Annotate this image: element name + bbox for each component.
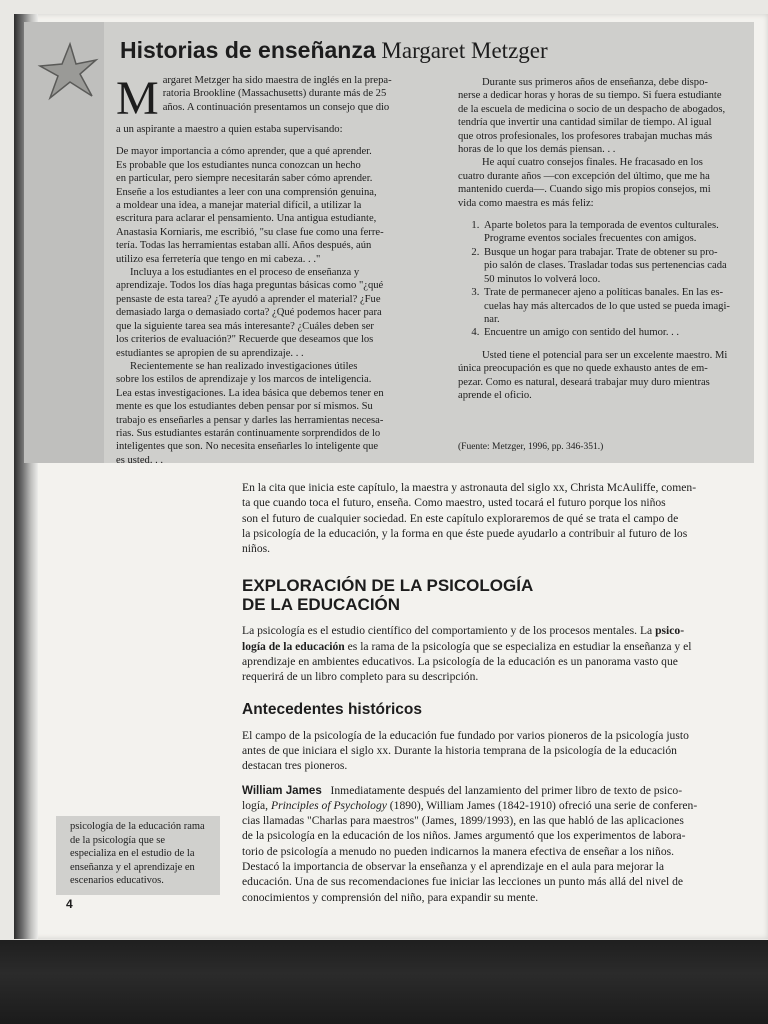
story-intro-line: ratoria Brookline (Massachusetts) durante más de 25 — [162, 88, 387, 100]
story-paragraph: Incluya a los estudiantes en el proceso de enseñanza y aprendizaje. Todos los días haga preguntas básicas como "¿qué pensaste de esta tarea? ¿Te ayudó a aprender el material? ¿Fue demasiado larga o demasiado corta? ¿Qué podemos hacer para que la siguiente tarea sea más interesante? ¿Cuáles deben ser los criterios de evaluación?" Recuerde que deseamos que los estudiantes se apropien de su aprendizaje. . . — [116, 267, 384, 359]
scanner-bottom-band — [0, 940, 768, 1024]
page-number: 4 — [66, 897, 73, 911]
list-item: 4. Encuentre un amigo con sentido del humor. . . — [482, 326, 734, 339]
main-text-column — [242, 480, 734, 905]
story-intro-line: años. A continuación presentamos un consejo que dio — [162, 101, 390, 113]
intro-paragraph: En la cita que inicia este capítulo, la maestra y astronauta del siglo xx, Christa McAuliffe, comen- ta que cuando toca el futuro, enseña. Como maestro, usted tocará el futuro porque los niños son el futuro de cualquier sociedad. En este capítulo exploraremos de qué se trata el campo de la psicología de la educación, y la forma en que éste puede ayudarlo a contribuir al futuro de los niños. — [242, 481, 697, 556]
dropcap: M — [116, 72, 159, 125]
book-title: Principles of Psychology — [270, 798, 387, 812]
story-paragraph: He aquí cuatro consejos finales. He fracasado en los cuatro durante años —con excepción del último, que me ha mantenido cuerda—. Cuando sigo mis propios consejos, mi vida como maestra es más feliz: — [458, 157, 711, 209]
story-intro-line: argaret Metzger ha sido maestra de inglés en la prepa- — [162, 75, 392, 86]
story-intro — [116, 74, 428, 123]
starfish-icon — [36, 40, 100, 104]
glossary-text: psicología de la educación rama de la psicología que se especializa en el estudio de la enseñanza y el aprendizaje en escenarios educativos. — [70, 821, 205, 886]
story-intro-line: a un aspirante a maestro a quien estaba supervisando: — [116, 124, 343, 135]
subsection-paragraph: El campo de la psicología de la educación fue fundado por varios pioneros de la psicología justo antes de que iniciara el siglo xx. Durante la historia temprana de la psicología de la educación destacan tres pioneros. — [242, 728, 689, 773]
story-author: Margaret Metzger — [381, 38, 548, 63]
story-paragraph: Usted tiene el potencial para ser un excelente maestro. Mi única preocupación es que no quede exhausto antes de em- pezar. Como es natural, deseará trabajar muy duro mientras aprende el oficio. — [458, 349, 728, 401]
list-item: 1. Aparte boletos para la temporada de eventos culturales. Programe eventos sociales frecuentes con amigos. — [482, 219, 734, 246]
story-source: (Fuente: Metzger, 1996, pp. 346-351.) — [458, 442, 604, 452]
story-advice-list — [458, 219, 734, 340]
section-paragraph: La psicología es el estudio científico del comportamiento y de los procesos mentales. La psico- logía de la educación es la rama de la psicología que se especializa en estudiar la enseñanza y el aprendizaje en ambientes educativos. La psicología de la educación es un panorama vasto que requerirá de un libro completo para su descripción. — [242, 624, 692, 684]
runin-heading: William James — [242, 783, 322, 797]
glossary-term-inline: logía de la educación — [242, 639, 345, 653]
story-paragraph: Recientemente se han realizado investigaciones útiles sobre los estilos de aprendizaje y los marcos de inteligencia. Lea estas investigaciones. La idea básica que debemos tener en mente es que los estudiantes deben pensar por sí mismos. Su trabajo es enseñarles a pensar y darles las herramientas necesa- rias. Sus estudiantes estarán continuamente sorprendidos de lo inteligentes que son. No necesita enseñarles lo inteligente que es usted. . . — [116, 360, 384, 466]
william-james-paragraph: William James Inmediatamente después del lanzamiento del primer libro de texto de psico- logía, Principles of Psychology (1890), William James (1842-1910) ofreció una serie de conferen- cias llamadas "Charlas para maestros" (James, 1899/1993), en las que habló de las aplicaciones de la psicología en la educación de los niños. James argumentó que los experimentos de labora- torio de psicología a menudo no pueden indicarnos la manera efectiva de enseñar a los niños. Destacó la importancia de observar la enseñanza y el aprendizaje en el aula para mejorar la educación. Una de sus recomendaciones fue iniciar las lecciones un punto más allá del nivel de conocimientos y comprensión del niño, para expandir su mente. — [242, 783, 698, 904]
list-item: 2. Busque un hogar para trabajar. Trate de obtener su pro- pio salón de clases. Trasladar todas sus pertenencias cada 50 minutos lo volverá loco. — [482, 246, 734, 286]
glossary-term-inline: psico- — [655, 624, 685, 638]
section-title: EXPLORACIÓN DE LA PSICOLOGÍA DE LA EDUCACIÓN — [242, 576, 534, 615]
list-item: 3. Trate de permanecer ajeno a políticas banales. En las es- cuelas hay más altercados de lo que usted se pueda imagi- nar. — [482, 286, 734, 326]
story-right-column — [458, 76, 734, 402]
story-left-column — [116, 74, 428, 467]
story-paragraph: De mayor importancia a cómo aprender, que a qué aprender. Es probable que los estudiantes nunca conozcan un hecho en particular, pero siempre necesitarán saber cómo aprender. Enseñe a los estudiantes a leer con una comprensión genuina, a moldear una idea, a manejar material difícil, a utilizar la escritura para aclarar el pensamiento. Una antigua estudiante, Anastasia Korniaris, me escribió, "su clase fue como una ferre- tería. Todas las herramientas estaban allí. Años después, aún utilizo esa ferretería que tengo en mi cabeza. . ." — [116, 146, 384, 265]
glossary-term: psicología de la educación — [70, 821, 182, 832]
story-series-title: Historias de enseñanza — [120, 37, 376, 63]
story-heading — [120, 36, 720, 65]
story-paragraph: Durante sus primeros años de enseñanza, debe dispo- nerse a dedicar horas y horas de su tiempo. Si fuera estudiante de la escuela de medicina o socio de un despacho de abogados, tendría que invertir una cantidad similar de tiempo. Al igual que otros profesionales, los profesores trabajan muchas más horas de lo que los demás piensan. . . — [458, 77, 726, 156]
subsection-title: Antecedentes históricos — [242, 700, 423, 718]
